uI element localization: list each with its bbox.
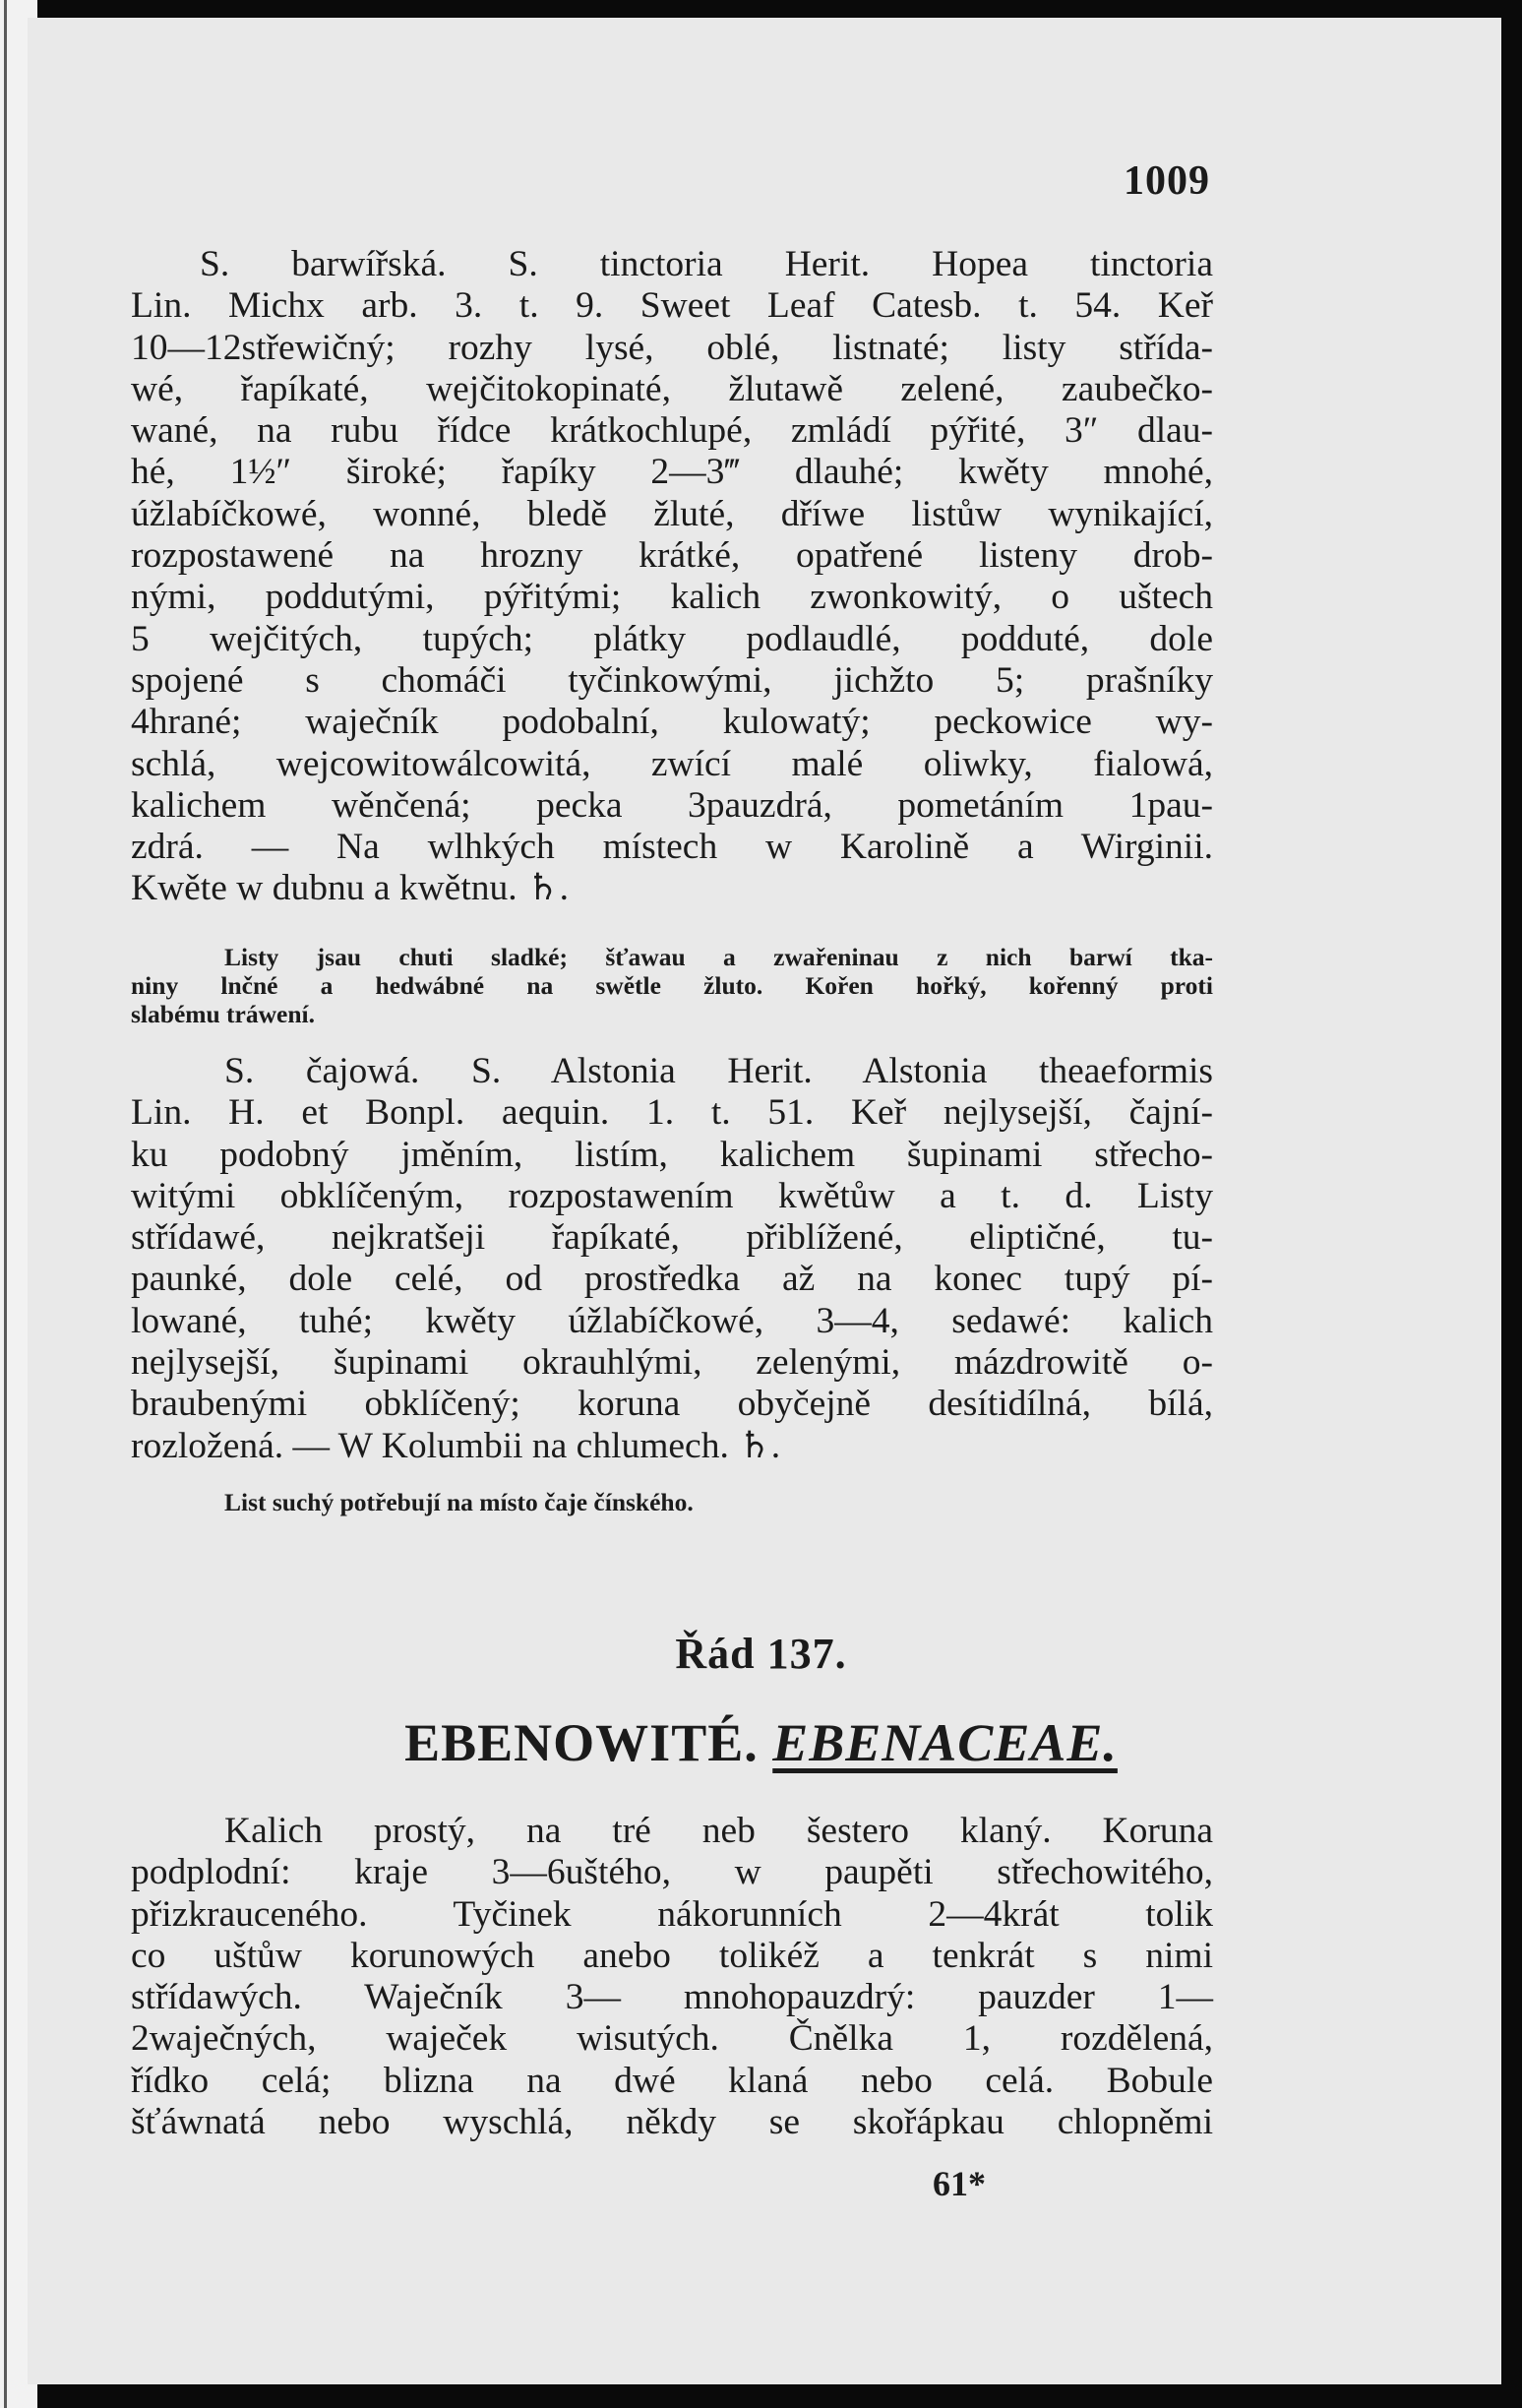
text-line: úžlabíčkowé, wonné, bledě žluté, dříwe listůw wynikající, [131, 493, 1213, 534]
note-tinctoria [131, 943, 1213, 1028]
species-entry-alstonia [131, 1051, 1213, 1467]
text-line: spojené s chomáči tyčinkowými, jichžto 5; prašníky [131, 659, 1213, 701]
text-line: schlá, wejcowitowálcowitá, zwící malé oliwky, fialowá, [131, 743, 1213, 784]
text-line: wané, na rubu řídce krátkochlupé, zmládí pýřité, 3″ dlau- [131, 410, 1213, 452]
text-line: střídawé, nejkratšeji řapíkaté, přiblížené, eliptičné, tu- [131, 1217, 1213, 1259]
text-line: nými, poddutými, pýřitými; kalich zwonkowitý, o uštech [131, 577, 1213, 618]
text-line: wé, řapíkaté, wejčitokopinaté, žlutawě zelené, zaubečko- [131, 368, 1213, 409]
text-line: witými obklíčeným, rozpostawením kwětůw a t. d. Listy [131, 1175, 1213, 1216]
text-line: hé, 1½″ široké; řapíky 2—3‴ dlauhé; kwěty mnohé, [131, 452, 1213, 493]
family-description [131, 1811, 1213, 2143]
text-line: braubenými obklíčený; koruna obyčejně desítidílná, bílá, [131, 1384, 1213, 1425]
text-line: přizkrauceného. Tyčinek nákorunních 2—4krát tolik [131, 1893, 1213, 1935]
species-entry-tinctoria [131, 244, 1213, 910]
text-line: podplodní: kraje 3—6uštého, w paupěti střechowitého, [131, 1852, 1213, 1893]
text-line: Lin. H. et Bonpl. aequin. 1. t. 51. Keř nejlysejší, čajní- [131, 1092, 1213, 1134]
family-heading-latin: EBENACEAE. [772, 1713, 1118, 1772]
page-number: 1009 [1124, 158, 1210, 204]
text-line: rozložená. — W Kolumbii na chlumech. ♄. [131, 1425, 781, 1466]
text-line: kalichem wěnčená; pecka 3pauzdrá, pometáním 1pau- [131, 784, 1213, 826]
signature-mark: 61* [933, 2164, 986, 2203]
text-line: niny lnčné a hedwábné na swětle žluto. Kořen hořký, kořenný proti [131, 971, 1213, 1000]
text-line: zdrá. — Na wlhkých místech w Karolině a Wirginii. [131, 827, 1213, 868]
text-line: 2waječných, waječek wisutých. Čnělka 1, rozdělená, [131, 2018, 1213, 2060]
text-line: rozpostawené na hrozny krátké, opatřené listeny drob- [131, 535, 1213, 577]
order-heading: Řád 137. [675, 1630, 847, 1678]
note-alstonia [131, 1488, 1213, 1516]
text-line: Lin. Michx arb. 3. t. 9. Sweet Leaf Catesb. t. 54. Keř [131, 285, 1213, 327]
family-heading [0, 1712, 1522, 1773]
text-line: řídko celá; blizna na dwé klaná nebo celá. Bobule [131, 2060, 1213, 2101]
text-line: šťáwnatá nebo wyschlá, někdy se skořápkau chlopněmi [131, 2102, 1213, 2143]
text-line: Kwěte w dubnu a kwětnu. ♄. [131, 868, 569, 909]
text-line: paunké, dole celé, od prostředka až na konec tupý pí- [131, 1259, 1213, 1300]
family-heading-czech: EBENOWITÉ. [404, 1713, 759, 1772]
text-line: List suchý potřebují na místo čaje čínského. [224, 1488, 694, 1516]
text-line: S. čajowá. S. Alstonia Herit. Alstonia theaeformis [224, 1051, 1213, 1091]
text-line: 4hrané; waječník podobalní, kulowatý; peckowice wy- [131, 702, 1213, 743]
text-line: co uštůw korunowých anebo tolikéž a tenkrát s nimi [131, 1935, 1213, 1976]
text-line: ku podobný jměním, listím, kalichem šupinami střecho- [131, 1134, 1213, 1175]
text-line: slabému tráwení. [131, 1000, 315, 1028]
text-line: Kalich prostý, na tré neb šestero klaný. Koruna [224, 1811, 1213, 1851]
text-line: střídawých. Waječník 3— mnohopauzdrý: pauzder 1— [131, 1977, 1213, 2018]
text-line: 5 wejčitých, tupých; plátky podlaudlé, podduté, dole [131, 618, 1213, 659]
scan-margin-line [4, 0, 7, 2408]
text-line: Listy jsau chuti sladké; šťawau a zwařeninau z nich barwí tka- [224, 943, 1213, 971]
text-line: 10—12střewičný; rozhy lysé, oblé, listnaté; listy střída- [131, 327, 1213, 368]
text-line: lowané, tuhé; kwěty úžlabíčkowé, 3—4, sedawé: kalich [131, 1300, 1213, 1341]
text-line: S. barwířská. S. tinctoria Herit. Hopea tinctoria [200, 244, 1213, 284]
text-line: nejlysejší, šupinami okrauhlými, zelenými, mázdrowitě o- [131, 1342, 1213, 1384]
